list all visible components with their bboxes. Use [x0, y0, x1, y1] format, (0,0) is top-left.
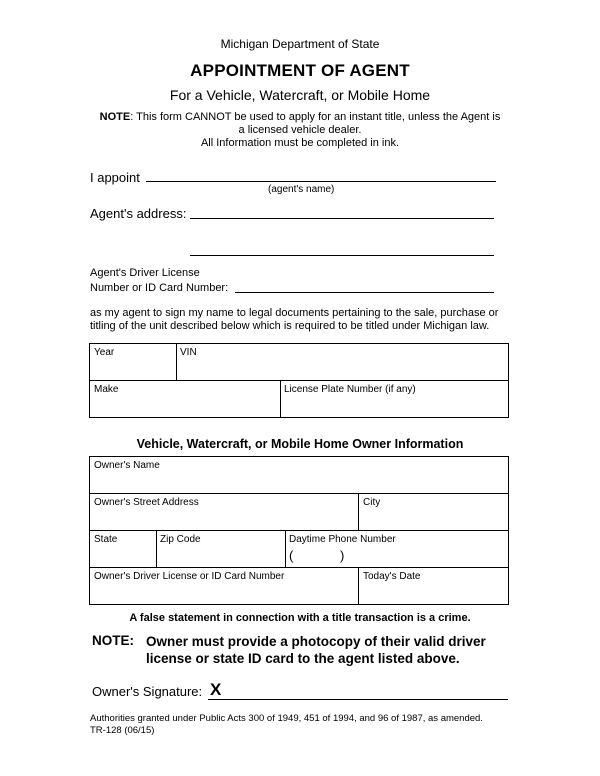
phone-divider: [285, 530, 286, 567]
owner-signature-field[interactable]: [208, 699, 508, 700]
owner-street-field-label[interactable]: Owner's Street Address: [94, 497, 199, 508]
unit-year-divider: [176, 344, 177, 380]
bottom-note-text: Owner must provide a photocopy of their valid driver license or state ID card to the agent listed above.: [146, 634, 486, 666]
state-field-label[interactable]: State: [94, 534, 118, 545]
agent-address-line-1[interactable]: [190, 218, 494, 219]
top-note: [0, 111, 600, 150]
unit-make-divider: [280, 380, 281, 417]
phone-close-paren: ): [340, 548, 345, 563]
vin-field-label[interactable]: VIN: [180, 347, 197, 358]
agent-license-field[interactable]: [235, 292, 494, 293]
unit-table: [89, 343, 509, 418]
signature-x-mark: X: [210, 680, 222, 699]
top-note-line-2: a licensed vehicle dealer.: [238, 124, 362, 136]
owner-row-divider-1: [90, 493, 508, 494]
city-field-label[interactable]: City: [363, 497, 381, 508]
agent-license-label-1: Agent's Driver License: [90, 267, 200, 279]
top-note-line-1: [0, 111, 600, 124]
form-title: APPOINTMENT OF AGENT: [190, 61, 410, 80]
agent-license-label-2: Number or ID Card Number:: [90, 282, 229, 294]
bottom-note-label: NOTE:: [92, 633, 134, 648]
make-field-label[interactable]: Make: [94, 384, 119, 395]
unit-table-divider: [90, 380, 508, 381]
agent-name-caption: (agent's name): [268, 184, 335, 195]
zip-field-label[interactable]: Zip Code: [160, 534, 201, 545]
top-note-text-1: : This form CANNOT be used to apply for an instant title, unless the Agent is: [130, 111, 501, 123]
year-field-label[interactable]: Year: [94, 347, 115, 358]
agent-address-line-2[interactable]: [190, 255, 494, 256]
appoint-label: I appoint: [90, 170, 140, 185]
date-divider: [358, 567, 359, 604]
agent-address-label: Agent's address:: [90, 206, 187, 221]
owner-row-divider-2: [90, 530, 508, 531]
phone-field-label[interactable]: Daytime Phone Number: [289, 534, 396, 545]
plate-field-label[interactable]: License Plate Number (if any): [284, 384, 416, 395]
owner-table: [89, 456, 509, 605]
form-number: TR-128 (06/15): [90, 725, 155, 736]
date-field-label[interactable]: Today's Date: [363, 571, 421, 582]
owner-row-divider-3: [90, 567, 508, 568]
owner-signature-label: Owner's Signature:: [92, 684, 203, 699]
owner-name-field-label[interactable]: Owner's Name: [94, 460, 160, 471]
owner-section-title: Vehicle, Watercraft, or Mobile Home Owner Information: [136, 437, 464, 451]
top-note-label: NOTE: [99, 111, 131, 123]
purpose-line-1: as my agent to sign my name to legal documents pertaining to the sale, purchase or: [90, 307, 499, 319]
false-statement-warning: A false statement in connection with a title transaction is a crime.: [129, 612, 471, 624]
phone-open-paren: (: [289, 548, 294, 563]
agent-name-field[interactable]: [146, 181, 496, 182]
top-note-line-3: All Information must be completed in ink.: [200, 137, 400, 149]
agency-name: Michigan Department of State: [220, 37, 380, 51]
city-divider: [358, 493, 359, 530]
purpose-line-2: titling of the unit described below which is required to be titled under Michigan law.: [90, 320, 490, 332]
owner-license-field-label[interactable]: Owner's Driver License or ID Card Number: [94, 571, 285, 582]
zip-divider: [156, 530, 157, 567]
form-subtitle: For a Vehicle, Watercraft, or Mobile Home: [169, 87, 431, 103]
authorities-text: Authorities granted under Public Acts 300 of 1949, 451 of 1994, and 96 of 1987, as amended.: [90, 713, 483, 724]
